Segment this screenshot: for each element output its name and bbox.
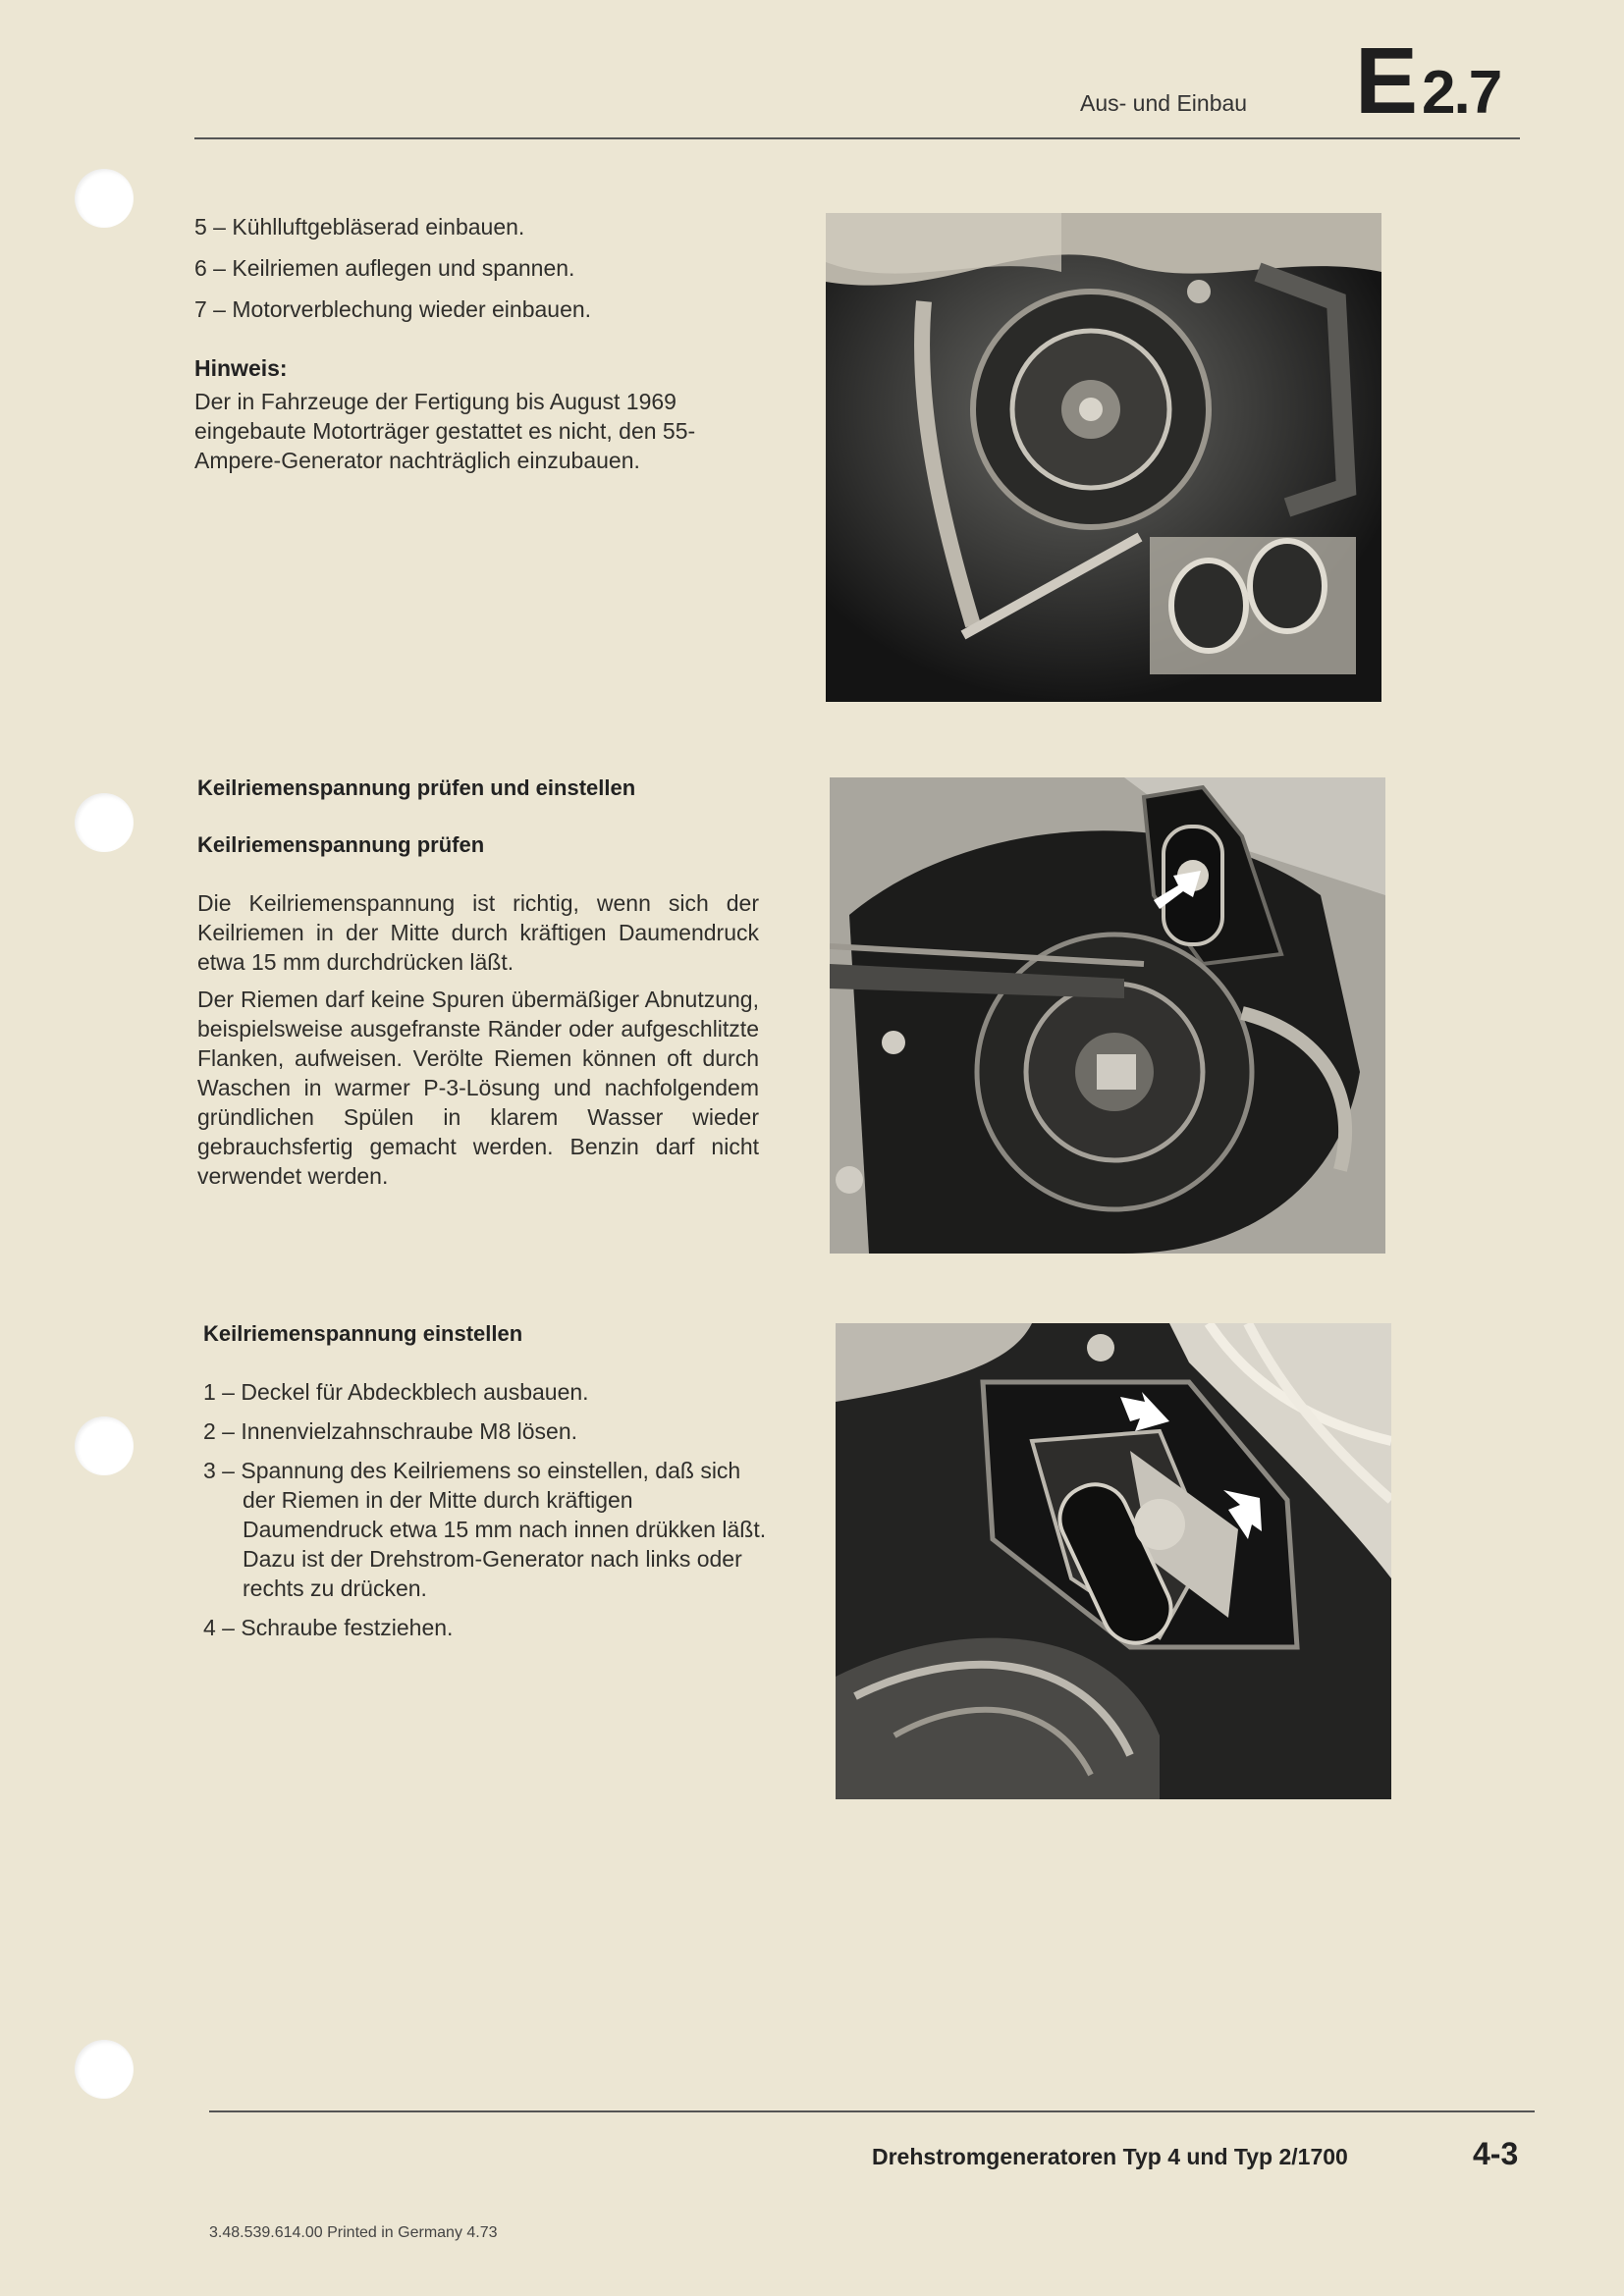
note-text: Der in Fahrzeuge der Fertigung bis August 1969 eingebaute Motorträger gestattet es nicht, den 55-Ampere-Generator nachträglich einzubauen.	[194, 389, 696, 473]
list-item: 7 – Motorverblechung wieder einbauen.	[194, 296, 592, 322]
intro-steps	[194, 212, 784, 336]
check-paragraph-2: Der Riemen darf keine Spuren übermäßiger Abnutzung, beispielsweise ausgefranste Ränder oder aufgeschlitzte Flanken, aufweisen. Verölte Riemen können oft durch Waschen in warmer P-3-Lösung und nachfolgendem gründlichen Spülen in klarem Wasser wieder gebrauchsfertig gemacht werden. Benzin darf nicht verwendet werden.	[197, 987, 759, 1189]
list-item: 6 – Keilriemen auflegen und spannen.	[194, 255, 575, 281]
punch-hole	[75, 169, 134, 228]
footer-rule	[209, 2110, 1535, 2112]
header-rule	[194, 137, 1520, 139]
section-number: 2.7	[1422, 59, 1501, 127]
subsection-heading-check: Keilriemenspannung prüfen	[197, 832, 485, 857]
adjust-steps	[203, 1377, 767, 1652]
generator-photo	[826, 213, 1381, 702]
punch-hole	[75, 1416, 134, 1475]
check-paragraph-1: Die Keilriemenspannung ist richtig, wenn sich der Keilriemen in der Mitte durch kräftigen Daumendruck etwa 15 mm durchdrücken läßt.	[197, 890, 759, 975]
list-item: 5 – Kühlluftgebläserad einbauen.	[194, 214, 525, 240]
list-item: 4 – Schraube festziehen.	[203, 1615, 454, 1640]
list-item: 1 – Deckel für Abdeckblech ausbauen.	[203, 1379, 589, 1405]
punch-hole	[75, 793, 134, 852]
footer-title: Drehstromgeneratoren Typ 4 und Typ 2/1700	[872, 2144, 1348, 2169]
section-code	[1355, 27, 1500, 135]
section-heading: Keilriemenspannung prüfen und einstellen	[197, 775, 636, 800]
section-title: Aus- und Einbau	[1080, 90, 1248, 116]
subsection-heading-adjust: Keilriemenspannung einstellen	[203, 1321, 523, 1346]
page-number: 4-3	[1473, 2136, 1519, 2171]
belt-check-photo	[830, 777, 1385, 1254]
section-letter: E	[1355, 28, 1417, 133]
belt-adjust-photo	[836, 1323, 1391, 1799]
list-item: 3 – Spannung des Keilriemens so einstellen, daß sich der Riemen in der Mitte durch kräftigen Daumendruck etwa 15 mm nach innen drükken läßt. Dazu ist der Drehstrom-Generator nach links oder rechts zu drücken.	[203, 1458, 767, 1601]
punch-hole	[75, 2040, 134, 2099]
list-item: 2 – Innenvielzahnschraube M8 lösen.	[203, 1418, 578, 1444]
print-info: 3.48.539.614.00 Printed in Germany 4.73	[209, 2224, 498, 2241]
note-heading: Hinweis:	[194, 355, 288, 381]
